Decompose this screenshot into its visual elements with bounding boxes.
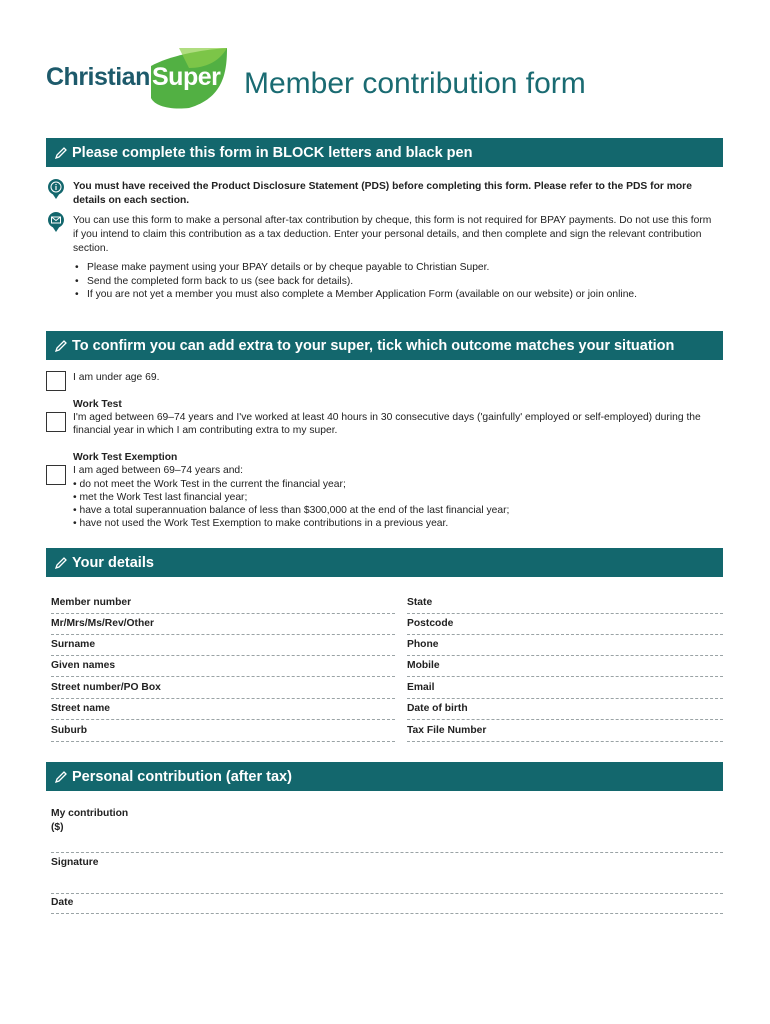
pen-icon [54,146,68,160]
pen-icon [54,339,68,353]
logo-super: Super [152,63,221,91]
pen-icon [54,556,68,570]
option-under-69-label: I am under age 69. [73,372,160,383]
section-header-instructions [46,138,723,167]
signature-label: Signature [51,857,99,868]
given-names-field[interactable]: Given names [51,656,395,677]
logo-christian: Christian [46,63,150,91]
street-name-field[interactable]: Street name [51,699,395,720]
instruction-list [73,261,713,302]
checkbox-under-69[interactable] [46,371,66,391]
phone-field[interactable]: Phone [407,635,723,656]
section-title: To confirm you can add extra to your super, tick which outcome matches your situation [72,337,675,354]
my-contribution-unit: ($) [51,822,64,833]
section-title: Personal contribution (after tax) [72,768,292,785]
section-header-outcome [46,331,723,360]
my-contribution-field[interactable] [51,807,723,853]
option-work-test-text: I'm aged between 69–74 years and I've worked at least 40 hours in 30 consecutive days ('gainfully' employed or self-employed) during the financial year in which I am contributing extra to my super. [73,412,701,437]
usage-notice: You can use this form to make a personal after-tax contribution by cheque, this form is not required for BPAY payments. Do not use this form if you intend to claim this contribution as a tax deduction. Enter your personal details, and then complete and sign the relevant contribution section. [73,215,712,254]
signature-field[interactable] [51,856,723,894]
postcode-field[interactable]: Postcode [407,614,723,635]
option-exemption-title: Work Test Exemption [73,452,178,463]
section-title: Your details [72,554,154,571]
list-item: • Please make payment using your BPAY details or by cheque payable to Christian Super. [73,261,713,275]
page-title: Member contribution form [244,67,586,100]
tax-file-number-field[interactable]: Tax File Number [407,721,723,742]
list-item: • If you are not yet a member you must also complete a Member Application Form (available on our website) or join online. [73,288,713,302]
date-label: Date [51,897,74,908]
checkbox-work-test-exemption[interactable] [46,465,66,485]
surname-field[interactable]: Surname [51,635,395,656]
date-of-birth-field[interactable]: Date of birth [407,699,723,720]
pds-notice: You must have received the Product Disclosure Statement (PDS) before completing this form. Please refer to the PDS for more details on each section. [73,181,692,206]
mail-icon [47,211,65,233]
option-exemption-intro: I am aged between 69–74 years and: [73,465,244,476]
member-number-field[interactable]: Member number [51,593,395,614]
email-field[interactable]: Email [407,678,723,699]
checkbox-work-test[interactable] [46,412,66,432]
section-header-contribution [46,762,723,791]
section-title: Please complete this form in BLOCK letters and black pen [72,144,473,161]
pen-icon [54,770,68,784]
mobile-field[interactable]: Mobile [407,656,723,677]
my-contribution-label: My contribution [51,808,129,819]
suburb-field[interactable]: Suburb [51,721,395,742]
section-header-details [46,548,723,577]
info-icon [47,178,65,200]
list-item: • Send the completed form back to us (see back for details). [73,275,713,289]
option-work-test-title: Work Test [73,399,122,410]
title-field[interactable]: Mr/Mrs/Ms/Rev/Other [51,614,395,635]
exemption-point: • do not meet the Work Test in the current the financial year; [73,479,346,490]
exemption-point: • met the Work Test last financial year; [73,492,248,503]
date-field[interactable] [51,896,723,914]
exemption-point: • have a total superannuation balance of less than $300,000 at the end of the last financial year; [73,505,510,516]
street-number-field[interactable]: Street number/PO Box [51,678,395,699]
exemption-point: • have not used the Work Test Exemption to make contributions in a previous year. [73,518,449,529]
state-field[interactable]: State [407,593,723,614]
